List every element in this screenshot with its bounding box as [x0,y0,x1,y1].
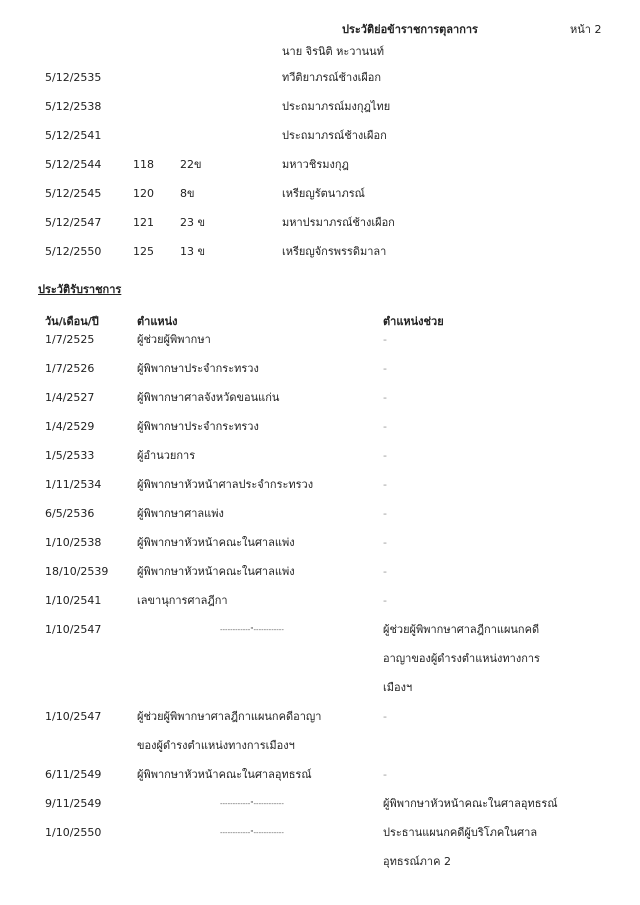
career-date: 1/10/2550 [45,826,102,839]
gazette-volume: 121 [133,216,154,229]
empty-dash: - [383,362,387,375]
gazette-part: 8ข [180,187,195,200]
ditto-mark: ------------"------------ [220,626,284,634]
career-assist-position: อุทธรณ์ภาค 2 [383,855,451,868]
career-position: ผู้พิพากษาประจำกระทรวง [137,362,259,375]
empty-dash: - [383,768,387,781]
career-date: 1/11/2534 [45,478,102,491]
column-header-date: วัน/เดือน/ปี [45,315,99,328]
career-date: 1/10/2547 [45,623,102,636]
ditto-mark: ------------"------------ [220,829,284,837]
decoration-name: เหรียญรัตนาภรณ์ [282,187,365,200]
ditto-mark: ------------"------------ [220,800,284,808]
decoration-date: 5/12/2541 [45,129,102,142]
empty-dash: - [383,594,387,607]
career-position: ผู้พิพากษาศาลจังหวัดขอนแก่น [137,391,280,404]
career-date: 1/5/2533 [45,449,95,462]
career-assist-position: อาญาของผู้ดำรงตำแหน่งทางการ [383,652,540,665]
career-date: 18/10/2539 [45,565,109,578]
empty-dash: - [383,420,387,433]
career-date: 1/10/2538 [45,536,102,549]
empty-dash: - [383,478,387,491]
decoration-name: มหาวชิรมงกุฎ [282,158,349,171]
decoration-date: 5/12/2547 [45,216,102,229]
career-position: เลขานุการศาลฎีกา [137,594,228,607]
decoration-name: ทวีติยาภรณ์ช้างเผือก [282,71,382,84]
decoration-date: 5/12/2538 [45,100,102,113]
empty-dash: - [383,536,387,549]
career-date: 1/10/2541 [45,594,102,607]
career-position: ผู้ช่วยผู้พิพากษา [137,333,211,346]
empty-dash: - [383,449,387,462]
career-date: 1/10/2547 [45,710,102,723]
decoration-name: เหรียญจักรพรรดิมาลา [282,245,387,258]
empty-dash: - [383,391,387,404]
career-assist-position: ประธานแผนกคดีผู้บริโภคในศาล [383,826,538,839]
empty-dash: - [383,565,387,578]
gazette-volume: 118 [133,158,154,171]
decoration-name: ประถมาภรณ์มงกุฎไทย [282,100,391,113]
decoration-date: 5/12/2550 [45,245,102,258]
career-heading: ประวัติรับราชการ [38,283,122,296]
career-position: ผู้พิพากษาหัวหน้าศาลประจำกระทรวง [137,478,314,491]
column-header-position: ตำแหน่ง [137,315,178,328]
person-name: นาย จิรนิติ หะวานนท์ [282,45,384,58]
document-title: ประวัติย่อข้าราชการตุลาการ [342,23,478,36]
career-assist-position: ผู้พิพากษาหัวหน้าคณะในศาลอุทธรณ์ [383,797,558,810]
career-date: 1/7/2525 [45,333,95,346]
gazette-volume: 120 [133,187,154,200]
gazette-part: 13 ข [180,245,206,258]
decoration-date: 5/12/2545 [45,187,102,200]
career-date: 6/11/2549 [45,768,102,781]
career-assist-position: เมืองฯ [383,681,413,694]
career-position: ของผู้ดำรงตำแหน่งทางการเมืองฯ [137,739,295,752]
career-date: 9/11/2549 [45,797,102,810]
page-number: หน้า 2 [570,23,602,36]
career-position: ผู้พิพากษาหัวหน้าคณะในศาลแพ่ง [137,536,295,549]
career-position: ผู้พิพากษาศาลแพ่ง [137,507,224,520]
column-header-assist: ตำแหน่งช่วย [383,315,444,328]
career-position: ผู้พิพากษาหัวหน้าคณะในศาลอุทธรณ์ [137,768,312,781]
career-date: 1/4/2527 [45,391,95,404]
decoration-name: มหาปรมาภรณ์ช้างเผือก [282,216,395,229]
gazette-volume: 125 [133,245,154,258]
empty-dash: - [383,333,387,346]
career-date: 6/5/2536 [45,507,95,520]
career-assist-position: ผู้ช่วยผู้พิพากษาศาลฎีกาแผนกคดี [383,623,540,636]
career-position: ผู้พิพากษาหัวหน้าคณะในศาลแพ่ง [137,565,295,578]
empty-dash: - [383,710,387,723]
career-position: ผู้อำนวยการ [137,449,196,462]
career-date: 1/7/2526 [45,362,95,375]
career-position: ผู้พิพากษาประจำกระทรวง [137,420,259,433]
decoration-date: 5/12/2535 [45,71,102,84]
decoration-name: ประถมาภรณ์ช้างเผือก [282,129,387,142]
gazette-part: 22ข [180,158,202,171]
empty-dash: - [383,507,387,520]
career-date: 1/4/2529 [45,420,95,433]
gazette-part: 23 ข [180,216,206,229]
decoration-date: 5/12/2544 [45,158,102,171]
career-position: ผู้ช่วยผู้พิพากษาศาลฎีกาแผนกคดีอาญา [137,710,322,723]
